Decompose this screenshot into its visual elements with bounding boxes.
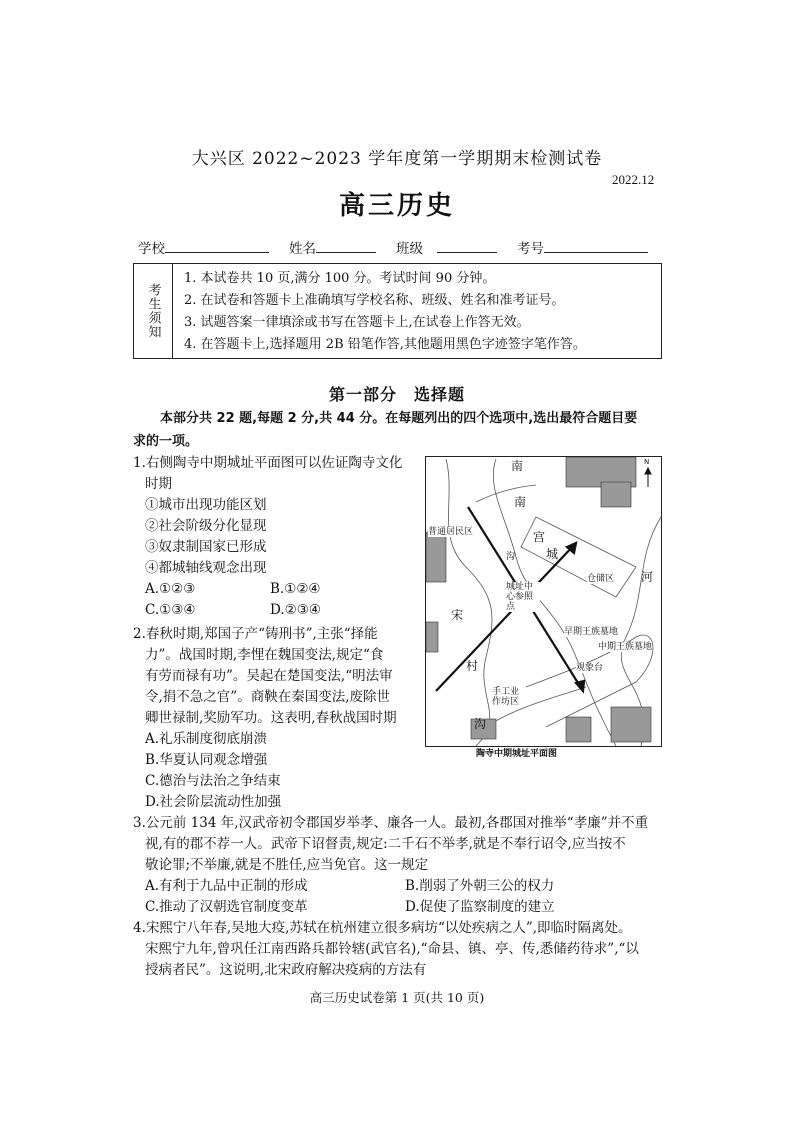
q3-stem: 敬论罪;不举廉,就是不胜任,应当免官。这一规定 xyxy=(145,857,429,873)
taosi-city-map xyxy=(425,456,662,747)
q4-stem: 授病者民”。这说明,北宋政府解决疫病的方法有 xyxy=(145,962,427,978)
q2-stem: 2.春秋时期,郑国子产“铸刑书”,主张“择能 xyxy=(133,626,378,642)
q2-stem: 令,捐不急之官”。商鞅在秦国变法,废除世 xyxy=(145,689,390,705)
notice-item: 3. 试题答案一律填涂或书写在答题卡上,在试卷上作答无效。 xyxy=(184,315,530,330)
q4-stem: 4.宋熙宁八年春,吴地大疫,苏轼在杭州建立很多病坊“以处疾病之人”,即临时隔离处。 xyxy=(133,920,632,936)
map-label: 村 xyxy=(466,659,479,673)
class-label: 班级 xyxy=(396,241,423,257)
map-label-observatory: 观象台 xyxy=(576,663,604,673)
school-blank[interactable] xyxy=(165,237,269,253)
q1-option-b[interactable]: B.①②④ xyxy=(270,581,321,597)
q2-stem: 有劳而禄有功”。吴起在楚国变法,“明法审 xyxy=(145,668,393,684)
map-label: 沟 xyxy=(506,552,516,562)
subject-title: 高三历史 xyxy=(338,191,455,221)
q2-option-b[interactable]: B.华夏认同观念增强 xyxy=(145,752,268,768)
map-label-early-tombs: 早期王族墓地 xyxy=(564,627,619,637)
q1-option-d[interactable]: D.②③④ xyxy=(270,602,321,618)
notice-item: 4. 在答题卡上,选择题用 2B 铅笔作答,其他题用黑色字迹签字笔作答。 xyxy=(184,337,586,352)
q3-stem: 视,有的郡不荐一人。武帝下诏督责,规定:二千石不举孝,就是不奉行诏令,应当按不 xyxy=(145,836,626,852)
page-footer: 高三历史试卷第 1 页(共 10 页) xyxy=(309,990,485,1005)
map-label-residential: 普通居民区 xyxy=(428,527,474,537)
map-label: 宫 xyxy=(533,530,546,544)
q3-option-a[interactable]: A.有利于九品中正制的形成 xyxy=(145,878,308,894)
q2-stem: 卿世禄制,奖励军功。这表明,春秋战国时期 xyxy=(145,710,397,726)
q1-option-c[interactable]: C.①③④ xyxy=(145,602,196,618)
q1-item: ①城市出现功能区划 xyxy=(145,497,267,513)
student-info-fields xyxy=(138,237,648,257)
part1-title: 第一部分 选择题 xyxy=(328,385,465,404)
map-label-center: 城址中心参照点 xyxy=(506,582,540,612)
q1-option-a[interactable]: A.①②③ xyxy=(145,581,196,597)
q2-option-a[interactable]: A.礼乐制度彻底崩溃 xyxy=(145,731,268,747)
name-label: 姓名 xyxy=(289,241,316,257)
notice-item: 2. 在试卷和答题卡上准确填写学校名称、班级、姓名和准考证号。 xyxy=(184,293,565,308)
exam-no-blank[interactable] xyxy=(544,237,648,253)
exam-no-label: 考号 xyxy=(517,241,544,257)
q3-stem: 3.公元前 134 年,汉武帝初令郡国岁举孝、廉各一人。最初,各郡国对推举“孝廉”并不重 xyxy=(133,815,649,831)
map-label: 沟 xyxy=(474,717,487,731)
notice-label: 考生须知 xyxy=(134,264,173,358)
map-label: 宋 xyxy=(451,608,464,622)
part1-intro: 本部分共 22 题,每题 2 分,共 44 分。在每题列出的四个选项中,选出最符合题目要 xyxy=(160,411,638,426)
map-caption: 陶寺中期城址平面图 xyxy=(476,749,558,759)
map-label-storage: 仓储区 xyxy=(587,574,615,584)
north-label: N xyxy=(644,458,650,466)
q2-stem: 力”。战国时期,李悝在魏国变法,规定“食 xyxy=(145,647,384,663)
q3-option-d[interactable]: D.促使了监察制度的建立 xyxy=(405,899,555,915)
q1-stem: 1.右侧陶寺中期城址平面图可以佐证陶寺文化 xyxy=(133,455,403,471)
map-drawing xyxy=(426,457,663,748)
q2-option-c[interactable]: C.德治与法治之争结束 xyxy=(145,773,281,789)
map-label: 河 xyxy=(641,570,654,584)
school-label: 学校 xyxy=(138,241,165,257)
map-label: 南 xyxy=(511,459,524,473)
exam-date: 2022.12 xyxy=(612,172,655,187)
name-blank[interactable] xyxy=(316,237,376,253)
q1-stem: 时期 xyxy=(145,476,172,492)
north-arrow-icon xyxy=(645,468,651,487)
exam-notice-box xyxy=(133,263,662,359)
q1-item: ④都城轴线观念出现 xyxy=(145,560,267,576)
q3-option-c[interactable]: C.推动了汉朝选官制度变革 xyxy=(145,899,308,915)
q4-stem: 宋熙宁九年,曾巩任江南西路兵都铃辖(武官名),“命县、镇、亭、传,悉储药待求”,“以 xyxy=(145,941,639,957)
exam-title: 大兴区 2022~2023 学年度第一学期期末检测试卷 xyxy=(191,149,603,169)
q2-option-d[interactable]: D.社会阶层流动性加强 xyxy=(145,794,282,810)
q1-item: ③奴隶制国家已形成 xyxy=(145,539,267,555)
class-blank[interactable] xyxy=(437,237,497,253)
map-label: 南 xyxy=(514,495,527,509)
map-label-workshop: 手工业作坊区 xyxy=(492,687,520,707)
q1-item: ②社会阶级分化显现 xyxy=(145,518,267,534)
notice-item: 1. 本试卷共 10 页,满分 100 分。考试时间 90 分钟。 xyxy=(184,271,496,286)
part1-intro: 求的一项。 xyxy=(133,434,199,449)
map-label-mid-tombs: 中期王族墓地 xyxy=(598,642,653,652)
map-label: 城 xyxy=(546,547,559,561)
q3-option-b[interactable]: B.削弱了外朝三公的权力 xyxy=(405,878,555,894)
